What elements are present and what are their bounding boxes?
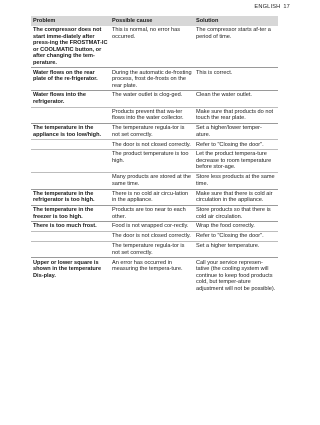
cell-cause: During the automatic de-frosting process, frost de-frosts on the rear plate.: [110, 68, 194, 91]
cell-problem: [31, 150, 110, 173]
table-header-row: [31, 16, 278, 26]
cell-problem: Water flows on the rear plate of the re-frigerator.: [31, 68, 110, 91]
cell-cause: The temperature regula-tor is not set correctly.: [110, 124, 194, 140]
cell-cause: Food is not wrapped cor-rectly.: [110, 222, 194, 232]
cell-cause: The door is not closed correctly.: [110, 140, 194, 150]
table-row: [31, 232, 278, 242]
cell-problem: [31, 107, 110, 123]
column-header-cause: Possible cause: [110, 16, 194, 26]
cell-solution: Store products so that there is cold air circulation.: [194, 205, 278, 221]
cell-solution: Let the product tempera-ture decrease to room temperature before stor-age.: [194, 150, 278, 173]
cell-problem: There is too much frost.: [31, 222, 110, 232]
cell-cause: Products prevent that wa-ter flows into the water collector.: [110, 107, 194, 123]
language-label: ENGLISH: [254, 4, 281, 10]
cell-cause: The water outlet is clog-ged.: [110, 91, 194, 107]
table-row: [31, 205, 278, 221]
troubleshooting-table: [31, 16, 278, 293]
cell-problem: The temperature in the freezer is too high.: [31, 205, 110, 221]
table-row: [31, 189, 278, 205]
table-row: [31, 258, 278, 293]
table-row: [31, 91, 278, 107]
cell-problem: [31, 140, 110, 150]
page-number: 17: [283, 4, 290, 10]
cell-solution: Wrap the food correctly.: [194, 222, 278, 232]
troubleshooting-table-container: [31, 16, 278, 293]
cell-solution: Set a higher/lower temper-ature.: [194, 124, 278, 140]
table-row: [31, 173, 278, 189]
cell-solution: Clean the water outlet.: [194, 91, 278, 107]
cell-solution: This is correct.: [194, 68, 278, 91]
cell-cause: The door is not closed correctly.: [110, 232, 194, 242]
cell-problem: The temperature in the refrigerator is too high.: [31, 189, 110, 205]
cell-cause: The temperature regula-tor is not set correctly.: [110, 242, 194, 258]
column-header-problem: Problem: [31, 16, 110, 26]
cell-cause: The product temperature is too high.: [110, 150, 194, 173]
cell-problem: The compressor does not start imme-diately after press-ing the FROSTMAT-IC or COOLMATIC button, or after changing the tem-perature.: [33, 27, 108, 66]
cell-problem: [31, 232, 110, 242]
cell-problem: Water flows into the refrigerator.: [31, 91, 110, 107]
table-row: [31, 68, 278, 91]
table-row: [31, 26, 278, 68]
cell-cause: There is no cold air circu-lation in the appliance.: [110, 189, 194, 205]
cell-solution: Set a higher temperature.: [194, 242, 278, 258]
cell-problem: The temperature in the appliance is too low/high.: [31, 124, 110, 140]
cell-problem: Upper or lower square is shown in the temperature Dis-play.: [31, 258, 110, 293]
table-body: [31, 26, 278, 293]
table-row: [31, 107, 278, 123]
cell-cause: Products are too near to each other.: [110, 205, 194, 221]
cell-cause: This is normal, no error has occurred.: [112, 27, 181, 40]
cell-solution: Store less products at the same time.: [194, 173, 278, 189]
table-row: [31, 150, 278, 173]
cell-solution: Make sure that products do not touch the rear plate.: [194, 107, 278, 123]
column-header-solution: Solution: [194, 16, 278, 26]
cell-solution: Call your service represen-tative (the cooling system will continue to keep food products cold, but temper-ature adjustment will not be possible).: [194, 258, 278, 293]
cell-problem: [31, 173, 110, 189]
page-header: [254, 4, 290, 10]
cell-solution: The compressor starts af-ter a period of time.: [196, 27, 271, 40]
table-row: [31, 124, 278, 140]
cell-solution: Make sure that there is cold air circulation in the appliance.: [194, 189, 278, 205]
cell-cause: Many products are stored at the same time.: [110, 173, 194, 189]
cell-solution: Refer to "Closing the door".: [194, 140, 278, 150]
cell-solution: Refer to "Closing the door".: [194, 232, 278, 242]
table-row: [31, 222, 278, 232]
table-row: [31, 242, 278, 258]
table-row: [31, 140, 278, 150]
cell-cause: An error has occurred in measuring the tempera-ture.: [110, 258, 194, 293]
cell-problem: [31, 242, 110, 258]
